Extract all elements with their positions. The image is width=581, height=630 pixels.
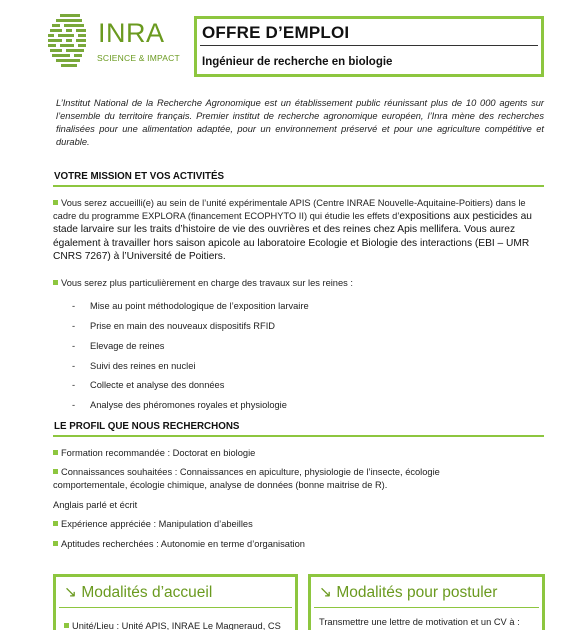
- box-divider: [314, 607, 539, 608]
- dash-marker: -: [72, 341, 76, 351]
- dash-marker: -: [72, 361, 76, 371]
- section-divider: [53, 435, 544, 437]
- dash-marker: -: [72, 301, 76, 311]
- task-text: Mise au point méthodologique de l’exposition larvaire: [90, 301, 309, 311]
- logo-brand: INRA: [98, 18, 165, 48]
- postuler-text: Transmettre une lettre de motivation et un CV à :: [319, 617, 520, 627]
- task-text: Suivi des reines en nuclei: [90, 361, 196, 371]
- offer-header-box: [194, 16, 544, 77]
- mission-text-start: Vous serez accueilli(e) au sein de l’unité expérimentale APIS (Centre INRAE Nouvelle-Aquitaine-Poitiers) dans le cadre du programme EXPLORA (financement ECOPHYTO II) qui étudie les effets d’: [53, 198, 526, 221]
- mission-paragraph-1: [53, 197, 544, 264]
- arrow-icon: ↘: [319, 584, 332, 601]
- aptitudes-text: Aptitudes recherchées : Autonomie en terme d’organisation: [61, 539, 305, 549]
- task-text: Prise en main des nouveaux dispositifs RFID: [90, 321, 275, 331]
- formation-text: Formation recommandée : Doctorat en biologie: [61, 448, 256, 458]
- experience-text: Expérience appréciée : Manipulation d’abeilles: [61, 519, 253, 529]
- box-divider: [59, 607, 292, 608]
- dash-marker: -: [72, 380, 76, 390]
- profile-langues: Anglais parlé et écrit: [53, 500, 138, 510]
- postuler-title: [319, 583, 497, 602]
- bullet-square-icon: [53, 200, 58, 205]
- postuler-box: [308, 574, 545, 630]
- job-title: Ingénieur de recherche en biologie: [202, 56, 393, 68]
- task-text: Collecte et analyse des données: [90, 380, 225, 390]
- profile-experience: [53, 518, 544, 531]
- arrow-icon: ↘: [64, 584, 77, 601]
- bullet-square-icon: [53, 469, 58, 474]
- mission-paragraph-2: [53, 277, 544, 290]
- accueil-body: Unité/Lieu : Unité APIS, INRAE Le Magneraud, CS: [72, 621, 281, 630]
- accueil-title: [64, 583, 212, 602]
- section-heading-text: VOTRE MISSION ET VOS ACTIVITÉS: [54, 171, 225, 182]
- offer-title: OFFRE D’EMPLOI: [202, 23, 350, 42]
- section-heading-text: LE PROFIL QUE NOUS RECHERCHONS: [54, 421, 240, 432]
- dash-marker: -: [72, 400, 76, 410]
- accueil-text: [64, 621, 281, 630]
- offer-divider: [200, 45, 538, 46]
- accueil-title-text: Modalités d’accueil: [81, 584, 213, 601]
- bullet-square-icon: [53, 541, 58, 546]
- profile-formation: [53, 447, 544, 460]
- bullet-square-icon: [53, 521, 58, 526]
- profile-aptitudes: [53, 538, 544, 551]
- accueil-box: [53, 574, 298, 630]
- section-divider: [53, 185, 544, 187]
- intro-paragraph: L’Institut National de la Recherche Agronomique est un établissement public réunissant plus de 10 000 agents sur l’ensemble du territoire français. Premier institut de recherche agronomique européen, l’Inra mène des recherches finalisées pour une alimentation adaptée, pour un environnement préservé et pour une agriculture compétitive et durable.: [56, 98, 544, 147]
- profile-connaissances: [53, 466, 453, 491]
- mission-text-2: Vous serez plus particulièrement en charge des travaux sur les reines :: [61, 278, 353, 288]
- mission-text-end: expositions aux pesticides au stade larvaire sur les traits d’histoire de vie des ouvrières et des reines chez Apis mellifera. Vous aurez également à travailler hors saison apicole au laboratoire Ecologie et Biologie des interactions (EBI – UMR CNRS 7267) à l’Université de Poitiers.: [53, 210, 532, 263]
- dash-marker: -: [72, 321, 76, 331]
- bullet-square-icon: [53, 450, 58, 455]
- bullet-square-icon: [53, 280, 58, 285]
- section-heading-profile: [53, 421, 544, 432]
- task-text: Elevage de reines: [90, 341, 165, 351]
- bullet-square-icon: [64, 623, 69, 628]
- postuler-title-text: Modalités pour postuler: [336, 584, 498, 601]
- connaissances-text: Connaissances souhaitées : Connaissances en apiculture, physiologie de l’insecte, écologie comportementale, écologie chimique, analyse de données (bonne maitrise de R).: [53, 467, 440, 490]
- logo-tagline: SCIENCE & IMPACT: [97, 53, 180, 63]
- section-heading-mission: [53, 171, 544, 182]
- task-text: Analyse des phéromones royales et physiologie: [90, 400, 287, 410]
